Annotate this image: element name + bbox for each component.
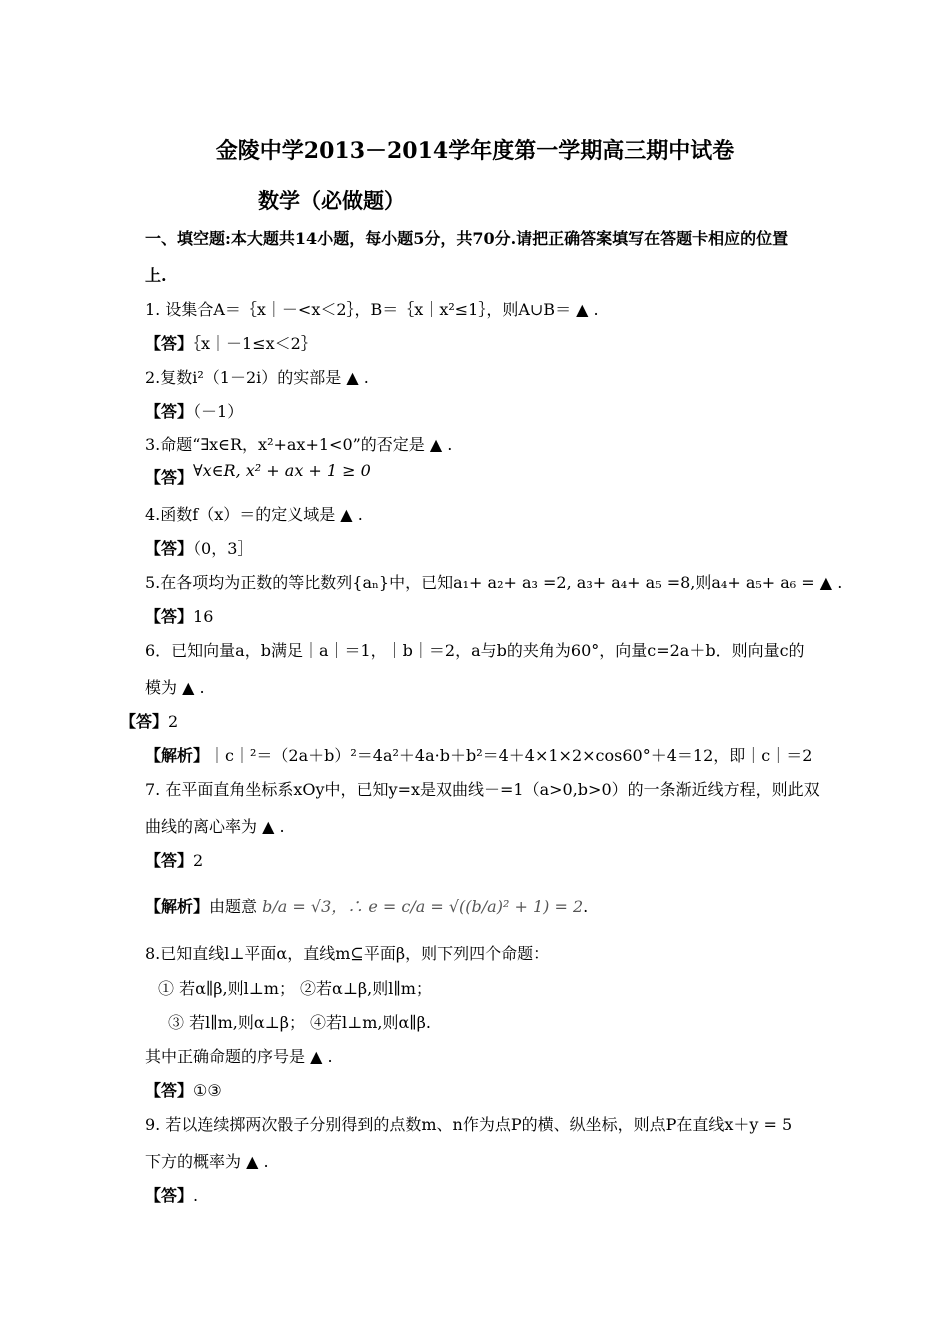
question-6-line-2: 模为 ▲ .: [145, 678, 205, 697]
answer-label: 【答】: [145, 468, 194, 487]
section-heading: [145, 229, 788, 249]
question-9-line-1: 9. 若以连续掷两次骰子分别得到的点数m、n作为点P的横、纵坐标，则点P在直线x＋y = 5: [145, 1115, 793, 1134]
question-5: 5.在各项均为正数的等比数列{aₙ}中，已知a₁+ a₂+ a₃ =2, a₃+ a₄+ a₅ =8,则a₄+ a₅+ a₆ = ▲ .: [145, 573, 843, 592]
answer-3: [145, 461, 371, 488]
answer-label: 【答】: [145, 607, 194, 626]
answer-2: [145, 402, 243, 422]
solution-label: 【解析】: [145, 897, 210, 916]
answer-label: 【答】: [145, 539, 194, 558]
question-6-line-1: 6．已知向量a，b满足｜a｜＝1，｜b｜＝2，a与b的夹角为60°，向量c=2a＋b．则向量c的: [145, 641, 805, 660]
solution-7: [145, 897, 588, 917]
answer-value: .: [193, 1186, 199, 1205]
page-title: 金陵中学2013－2014学年度第一学期高三期中试卷: [215, 138, 735, 164]
answer-label: 【答】: [145, 1081, 194, 1100]
answer-label: 【答】: [145, 1186, 194, 1205]
question-7-line-2: 曲线的离心率为 ▲ .: [145, 817, 285, 836]
question-7-line-1: 7. 在平面直角坐标系xOy中，已知y=x是双曲线－=1（a>0,b>0）的一条渐近线方程，则此双: [145, 780, 820, 799]
section-rules: 本大题共14小题，每小题5分，共70分.: [230, 229, 517, 248]
solution-end: .: [583, 897, 589, 916]
answer-label: 【答】: [145, 851, 194, 870]
solution-formula: b/a = √3，∴ e = c/a = √((b/a)² + 1) = 2: [262, 897, 584, 916]
answer-value: （0，3］: [193, 539, 254, 558]
question-8-options-1: ① 若α∥β,则l⊥m； ②若α⊥β,则l∥m；: [158, 979, 432, 998]
section-heading-cont: 上.: [145, 266, 167, 285]
answer-1: [145, 334, 317, 354]
answer-5: [145, 607, 213, 627]
question-8-prompt: 其中正确命题的序号是 ▲ .: [145, 1047, 333, 1066]
page-subtitle: 数学（必做题）: [258, 188, 405, 213]
answer-value: ①③: [193, 1081, 222, 1100]
question-2: 2.复数i²（1－2i）的实部是 ▲ .: [145, 368, 369, 387]
question-3: 3.命题“∃x∈R，x²+ax+1<0”的否定是 ▲ .: [145, 435, 453, 454]
solution-label: 【解析】: [145, 746, 210, 765]
question-8-options-2: ③ 若l∥m,则α⊥β； ④若l⊥m,则α∥β.: [168, 1013, 431, 1032]
answer-8: [145, 1081, 222, 1101]
answer-9: [145, 1186, 198, 1206]
answer-value: 2: [193, 851, 204, 870]
solution-intro: 由题意: [209, 897, 258, 916]
answer-7: [145, 851, 203, 871]
solution-text: ｜c｜²＝（2a＋b）²＝4a²＋4a·b＋b²＝4＋4×1×2×cos60°＋4＝12，即｜c｜＝2: [209, 746, 813, 765]
question-4: 4.函数f（x）＝的定义域是 ▲ .: [145, 505, 363, 524]
answer-value: ∀x∈R, x² + ax + 1 ≥ 0: [193, 461, 371, 480]
section-label: 一、填空题:: [145, 229, 231, 248]
answer-value: 16: [193, 607, 214, 626]
answer-value: 2: [168, 712, 179, 731]
solution-6: [145, 746, 812, 766]
answer-6: [120, 712, 178, 732]
answer-value: （－1）: [193, 402, 244, 421]
answer-label: 【答】: [120, 712, 169, 731]
question-9-line-2: 下方的概率为 ▲ .: [145, 1152, 269, 1171]
answer-label: 【答】: [145, 402, 194, 421]
question-8: 8.已知直线l⊥平面α，直线m⊆平面β，则下列四个命题：: [145, 944, 550, 963]
answer-value: ｛x｜－1≤x＜2｝: [193, 334, 317, 353]
question-1: 1. 设集合A＝｛x｜－<x＜2｝，B＝｛x｜x²≤1｝，则A∪B＝ ▲ .: [145, 300, 599, 319]
section-instruction: 请把正确答案填写在答题卡相应的位置: [516, 229, 789, 248]
answer-label: 【答】: [145, 334, 194, 353]
answer-4: [145, 539, 253, 559]
